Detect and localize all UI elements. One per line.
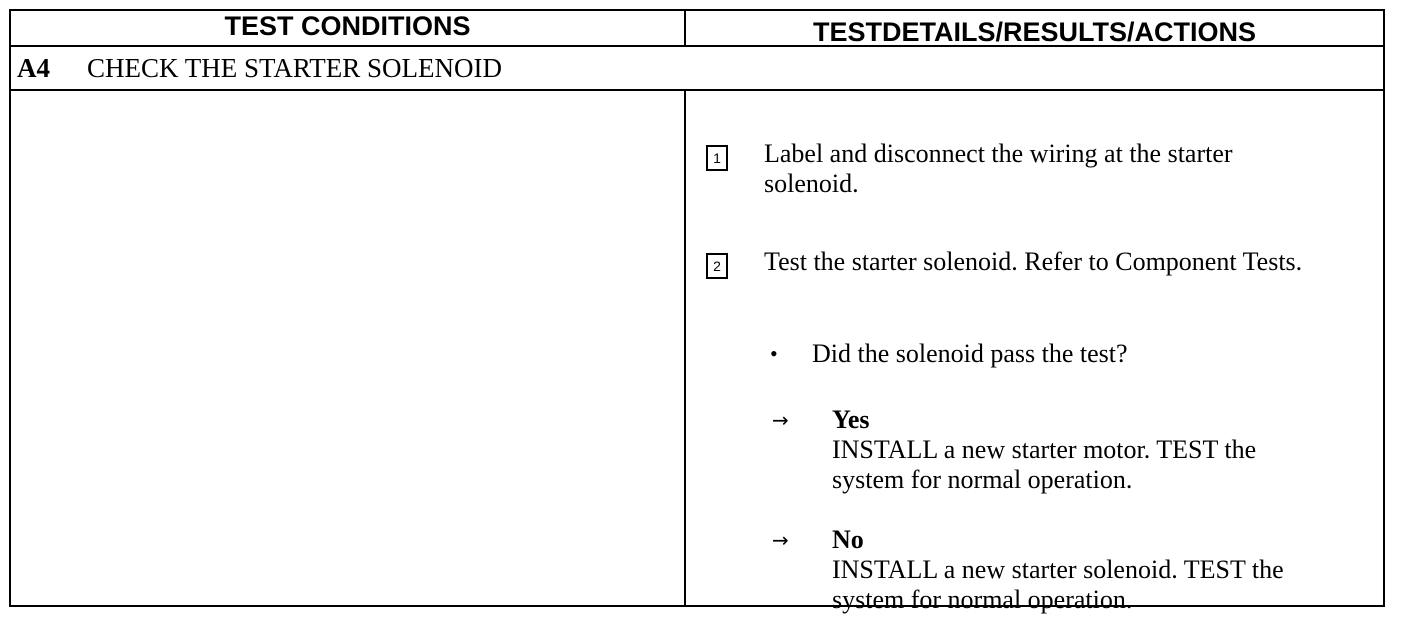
step-1-text-line1: Label and disconnect the wiring at the starter — [764, 139, 1233, 168]
no-arrow-icon: → — [772, 528, 789, 552]
test-conditions-cell — [11, 91, 686, 605]
section-number: A4 — [17, 53, 50, 83]
header-test-details: TESTDETAILS/RESULTS/ACTIONS — [812, 17, 1256, 47]
yes-action-line2: system for normal operation. — [832, 465, 1133, 494]
question-text: Did the solenoid pass the test? — [812, 339, 1128, 368]
table-header-row — [11, 11, 1383, 47]
section-heading-row — [11, 47, 1383, 91]
step-1-box: 1 — [706, 145, 728, 171]
step-2-box: 2 — [706, 253, 728, 279]
yes-action-line1: INSTALL a new starter motor. TEST the — [832, 435, 1257, 464]
diagnostic-table — [9, 9, 1385, 614]
yes-arrow-icon: → — [772, 408, 789, 432]
header-test-conditions: TEST CONDITIONS — [11, 11, 686, 45]
yes-label: Yes — [832, 405, 870, 434]
question-bullet: • — [770, 341, 778, 366]
no-label: No — [832, 525, 864, 554]
test-details-cell — [686, 91, 1383, 614]
step-2-text: Test the starter solenoid. Refer to Component Tests. — [764, 247, 1303, 276]
no-action-line1: INSTALL a new starter solenoid. TEST the — [832, 555, 1284, 584]
no-action-line2: system for normal operation. — [832, 585, 1133, 614]
section-title: CHECK THE STARTER SOLENOID — [87, 53, 502, 83]
step-1-text-line2: solenoid. — [764, 169, 859, 198]
